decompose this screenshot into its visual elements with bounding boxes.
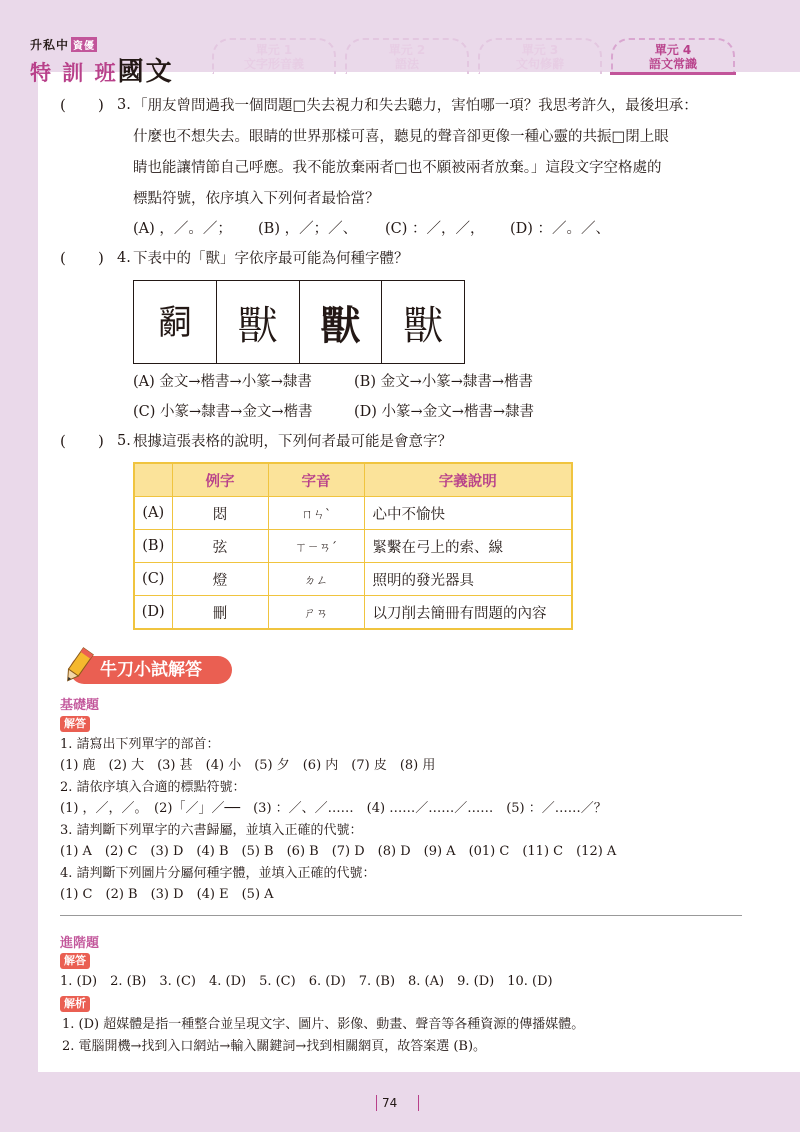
q3-option-d: (D) ：／。／、 <box>510 221 611 237</box>
row-zhuyin: ㄕㄢ <box>268 596 364 630</box>
explanation-2: 2. 電腦開機→找到入口網站→輸入關鍵詞→找到相關網頁，故答案選 (B)。 <box>62 1039 487 1054</box>
unit-1-title: 單元 1 <box>255 43 293 57</box>
basic-line-4: (1) ，／，／。 (2)「／」／── (3) ：／、／…… (4) ……／……／…… (5) ：／……／？ <box>60 801 607 816</box>
basic-line-8: (1) C (2) B (3) D (4) E (5) A <box>60 887 274 902</box>
table-row <box>134 497 572 530</box>
q3-paren-close: ) <box>98 96 104 114</box>
unit-1-name: 文字形音義 <box>243 57 304 71</box>
row-label: (C) <box>134 563 172 596</box>
tab-unit-1[interactable] <box>212 38 336 74</box>
q3-line-4: 標點符號，依序填入下列何者最恰當？ <box>133 191 380 207</box>
row-label: (A) <box>134 497 172 530</box>
row-char: 燈 <box>172 563 268 596</box>
tab-unit-2[interactable] <box>345 38 469 74</box>
brand-subject: 國文 <box>117 57 174 87</box>
basic-line-1: 1. 請寫出下列單字的部首： <box>60 737 220 752</box>
row-meaning: 照明的發光器具 <box>364 563 572 596</box>
q5-paren-close: ) <box>98 432 104 450</box>
basic-section-title: 基礎題 <box>60 698 100 713</box>
script-glyph-table <box>133 280 465 364</box>
brand-series: 特 訓 班 <box>30 61 118 85</box>
active-tab-underline <box>610 72 736 75</box>
unit-2-title: 單元 2 <box>388 43 426 57</box>
glyph-clerical: 獸 <box>300 281 383 363</box>
table-header-row <box>134 463 572 497</box>
character-meaning-table <box>133 462 573 630</box>
table-row <box>134 563 572 596</box>
unit-2-name: 語法 <box>394 57 419 71</box>
basic-line-5: 3. 請判斷下列單字的六書歸屬，並填入正確的代號： <box>60 823 363 838</box>
row-meaning: 以刀削去簡冊有問題的內容 <box>364 596 572 630</box>
section-divider <box>60 915 742 916</box>
tab-unit-4[interactable] <box>611 38 735 74</box>
q4-option-c: (C) 小篆→隸書→金文→楷書 <box>133 404 313 420</box>
basic-answer-badge: 解答 <box>60 716 90 732</box>
q5-paren-open: ( <box>60 432 66 450</box>
q4-number: 4. <box>117 250 131 266</box>
row-meaning: 緊繫在弓上的索、線 <box>364 530 572 563</box>
basic-line-6: (1) A (2) C (3) D (4) B (5) B (6) B (7) D (8) D (9) A (01) C (11) C (12) A <box>60 844 617 859</box>
row-char: 刪 <box>172 596 268 630</box>
q3-line-2: 什麼也不想失去。眼睛的世界那樣可喜，聽見的聲音卻更像一種心靈的共振□閉上眼 <box>133 129 669 145</box>
page-number-bar-right <box>418 1095 419 1111</box>
q3-option-c: (C) ：／，／， <box>385 221 485 237</box>
explanation-badge: 解析 <box>60 996 90 1012</box>
header-blank <box>134 463 172 497</box>
q4-option-d: (D) 小篆→金文→楷書→隸書 <box>354 404 534 420</box>
q3-line-3: 睛也能讓情節自己呼應。我不能放棄兩者□也不願被兩者放棄。」這段文字空格處的 <box>133 160 662 176</box>
page-number-bar-left <box>376 1095 377 1111</box>
header-meaning: 字義說明 <box>364 463 572 497</box>
row-label: (D) <box>134 596 172 630</box>
row-char: 悶 <box>172 497 268 530</box>
footer-band <box>0 1072 800 1132</box>
table-row <box>134 530 572 563</box>
q3-option-b: (B) ，／；／、 <box>258 221 358 237</box>
q4-option-b: (B) 金文→小篆→隸書→楷書 <box>354 374 534 390</box>
advanced-section-title: 進階題 <box>60 936 100 951</box>
q4-option-a: (A) 金文→楷書→小篆→隸書 <box>133 374 312 390</box>
glyph-seal: 獸 <box>217 281 300 363</box>
pencil-icon <box>60 646 96 686</box>
q3-number: 3. <box>117 97 131 113</box>
unit-4-title: 單元 4 <box>654 43 692 57</box>
explanation-1: 1. (D) 超媒體是指一種整合並呈現文字、圖片、影像、動畫、聲音等各種資源的傳播媒體。 <box>62 1017 585 1032</box>
q4-paren-open: ( <box>60 249 66 267</box>
row-meaning: 心中不愉快 <box>364 497 572 530</box>
answers-banner: 牛刀小試解答 <box>70 656 232 684</box>
glyph-bronze: 𤔲 <box>134 281 217 363</box>
advanced-answer-badge: 解答 <box>60 953 90 969</box>
q3-line-1: 「朋友曾問過我一個問題□失去視力和失去聽力，害怕哪一項？我思考許久，最後坦承： <box>133 98 698 114</box>
row-char: 弦 <box>172 530 268 563</box>
unit-3-name: 文句修辭 <box>515 57 564 71</box>
row-zhuyin: ㄇㄣˋ <box>268 497 364 530</box>
q4-paren-close: ) <box>98 249 104 267</box>
row-label: (B) <box>134 530 172 563</box>
unit-3-title: 單元 3 <box>521 43 559 57</box>
q5-number: 5. <box>117 433 131 449</box>
table-row <box>134 596 572 630</box>
brand-tag: 資優 <box>71 37 97 52</box>
glyph-regular: 獸 <box>403 302 444 349</box>
basic-line-2: (1) 鹿 (2) 大 (3) 甚 (4) 小 (5) 夕 (6) 内 (7) 皮 (8) 用 <box>60 758 436 773</box>
q3-paren-open: ( <box>60 96 66 114</box>
q5-text: 根據這張表格的說明，下列何者最可能是會意字？ <box>133 434 452 450</box>
q3-option-a: (A) ，／。／； <box>133 221 232 237</box>
unit-4-name: 語文常識 <box>648 57 697 71</box>
header-example: 例字 <box>172 463 268 497</box>
row-zhuyin: ㄒㄧㄢˊ <box>268 530 364 563</box>
page-number: 74 <box>382 1096 398 1110</box>
book-brand <box>30 36 174 88</box>
q4-text: 下表中的「獸」字依序最可能為何種字體？ <box>133 251 409 267</box>
basic-line-3: 2. 請依序填入合適的標點符號： <box>60 780 246 795</box>
row-zhuyin: ㄉㄥ <box>268 563 364 596</box>
advanced-answers: 1. (D) 2. (B) 3. (C) 4. (D) 5. (C) 6. (D) 7. (B) 8. (A) 9. (D) 10. (D) <box>60 974 553 989</box>
header-sound: 字音 <box>268 463 364 497</box>
basic-line-7: 4. 請判斷下列圖片分屬何種字體，並填入正確的代號： <box>60 866 376 881</box>
brand-top: 升私中 <box>30 38 70 52</box>
tab-unit-3[interactable] <box>478 38 602 74</box>
